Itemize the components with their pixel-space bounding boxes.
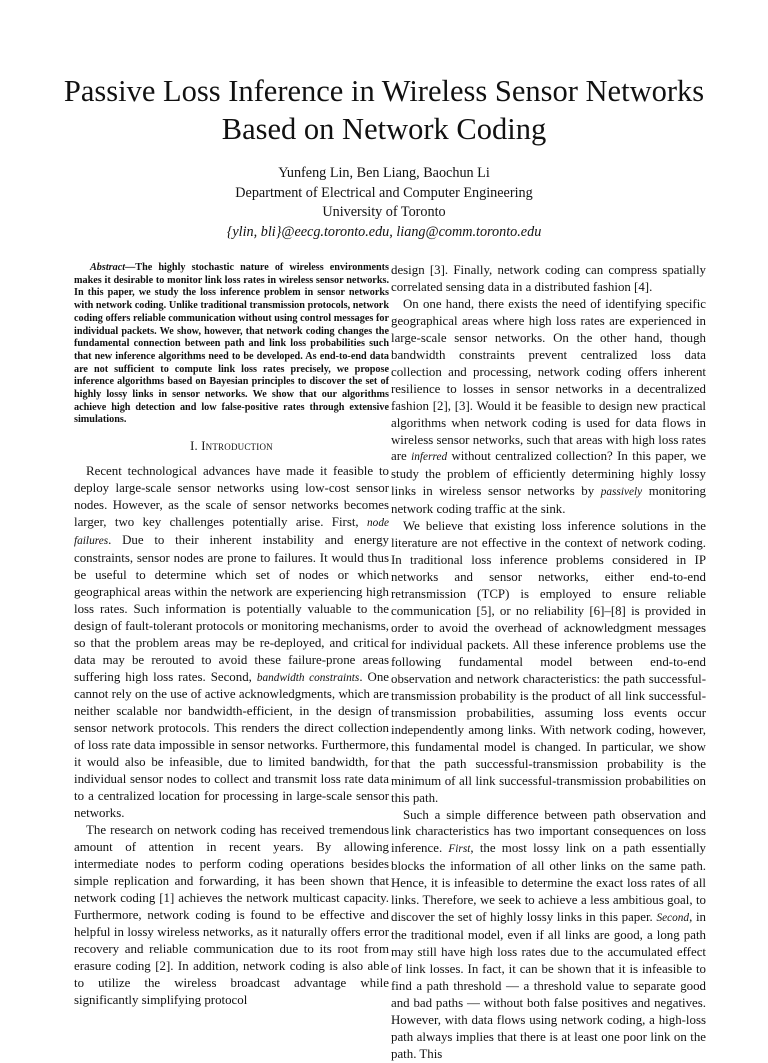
abstract-label: Abstract (90, 262, 126, 273)
text-run: . Due to their inherent instability and energy constraints, sensor nodes are prone to failures. It would thus be useful to determine which set of nodes or which geographical areas within the network are experiencing high loss rates. Such information is potentially valuable to the design of fault-tolerant protocols or monitoring mechanisms, so that the problem areas may be re-deployed, and critical data may be rerouted to avoid these failure-prone areas suffering high loss rates. Second, (74, 532, 389, 684)
author-department: Department of Electrical and Computer Engineering (235, 184, 533, 201)
text-run: , the most lossy link on a path essentially blocks the information of all other links on the same path. Hence, it is infeasible to determine the exact loss rates of all links. Therefore, we seek to achieve a less ambitious goal, to discover the set of highly lossy links in this paper. (391, 841, 706, 925)
section-title: Introduction (201, 439, 273, 454)
author-block (100, 164, 668, 242)
emphasis: node failures (74, 516, 389, 547)
text-run: monitoring network coding traffic at the sink. (391, 484, 706, 517)
paragraph (391, 807, 706, 1063)
section-number: I. (190, 439, 198, 454)
paragraph: design [3]. Finally, network coding can compress spatially correlated sensing data in a distributed fashion [4]. (391, 263, 706, 294)
emphasis: bandwidth constraints (256, 671, 360, 684)
abstract (74, 262, 389, 427)
paragraph: The research on network coding has received tremendous amount of attention in recent years. By allowing intermediate nodes to perform coding operations besides simple replication and forwarding, it has been shown that network coding [1] achieves the network multicast capacity. Furthermore, network coding is found to be effective and helpful in lossy wireless networks, as it naturally offers error recovery and reliable communication due to its root from erasure coding [2]. In addition, network coding is also able to utilize the wireless broadcast advantage while significantly simplifying protocol (74, 823, 389, 1007)
text-run: Recent technological advances have made it feasible to deploy large-scale sensor networks using low-cost sensor nodes. However, as the scale of sensor networks becomes larger, two key challenges potentially arise. First, (74, 464, 389, 529)
text-run: Such a simple difference between path observation and link characteristics has two important consequences on loss inference. (391, 807, 706, 856)
text-run: without centralized collection? In this paper, we study the problem of efficiently determining highly lossy links in wireless sensor networks by (391, 449, 706, 499)
text-run: . One cannot rely on the use of active acknowledgments, which are neither scalable nor bandwidth-efficient, in the design of sensor network protocols. This renders the direct collection of loss rate data impossible in sensor networks. Furthermore, it would also be infeasible, due to limited bandwidth, for individual sensor nodes to collect and transmit loss rate data to a centralized location for processing in large-scale sensor networks. (74, 669, 389, 821)
right-column (391, 262, 706, 1063)
abstract-text: —The highly stochastic nature of wireless environments makes it desirable to monitor link loss rates in wireless sensor networks. In this paper, we study the loss inference problem in sensor networks with network coding. Unlike traditional transmission protocols, network coding offers reliable communication without using control messages for individual packets. We show, however, that network coding changes the fundamental connection between path and link loss probabilities such that new inference algorithms need to be developed. As end-to-end data are not sufficient to compute link loss rates precisely, we propose inference algorithms based on Bayesian principles to discover the set of highly lossy links in sensor networks. We show that our algorithms achieve high detection and low false-positive rates through extensive simulations. (74, 262, 389, 426)
title-line-1: Passive Loss Inference in Wireless Sensor Networks (63, 74, 705, 108)
emphasis: Second (656, 912, 690, 925)
left-column (74, 262, 389, 1009)
text-run: , in the traditional model, even if all links are good, a long path may still have high loss rates due to the accumulated effect of link losses. In fact, it can be shown that it is infeasible to find a path threshold — a threshold value to separate good and bad paths — without both false positives and negatives. However, with data flows using network coding, a high-loss path always implies that there is at least one poor link on the path. This (391, 910, 706, 1061)
author-university: University of Toronto (322, 204, 446, 220)
author-emails: {ylin, bli}@eecg.toronto.edu, liang@comm.toronto.edu (226, 223, 542, 240)
text-run: On one hand, there exists the need of identifying specific geographical areas where high loss rates are experienced in large-scale sensor networks. On the other hand, though bandwidth constraints prevent centralized loss data collection and processing, network coding offers inherent resilience to losses in sensor networks in a decentralized fashion [2], [3]. Would it be feasible to design new practical algorithms when network coding is used for data flows in wireless sensor networks, such that areas with high loss rates are (391, 296, 706, 464)
emphasis: passively (600, 486, 643, 499)
author-names: Yunfeng Lin, Ben Liang, Baochun Li (278, 165, 490, 181)
paragraph (391, 296, 706, 518)
emphasis: First (448, 843, 471, 856)
paragraph: We believe that existing loss inference solutions in the literature are not effective in the context of network coding. In traditional loss inference problems considered in IP networks and sensor networks, either end-to-end retransmission (TCP) is employed to ensure reliable communication [5], or no reliability [6]–[8] is provided in order to avoid the overhead of acknowledgment messages for individual packets. All these inference problems use the following fundamental model between end-to-end observation and network characteristics: the path successful-transmission probability is the product of all link successful-transmission probabilities, assuming loss events occur independently among links. With network coding, however, this fundamental model is changed. In particular, we show that the path successful-transmission probability is the minimum of all link successful-transmission probabilities on this path. (391, 519, 706, 805)
section-heading-introduction (74, 438, 389, 455)
title-line-2: Based on Network Coding (221, 112, 547, 146)
emphasis: inferred (411, 451, 448, 464)
paragraph (74, 463, 389, 822)
paper-title (30, 72, 738, 148)
